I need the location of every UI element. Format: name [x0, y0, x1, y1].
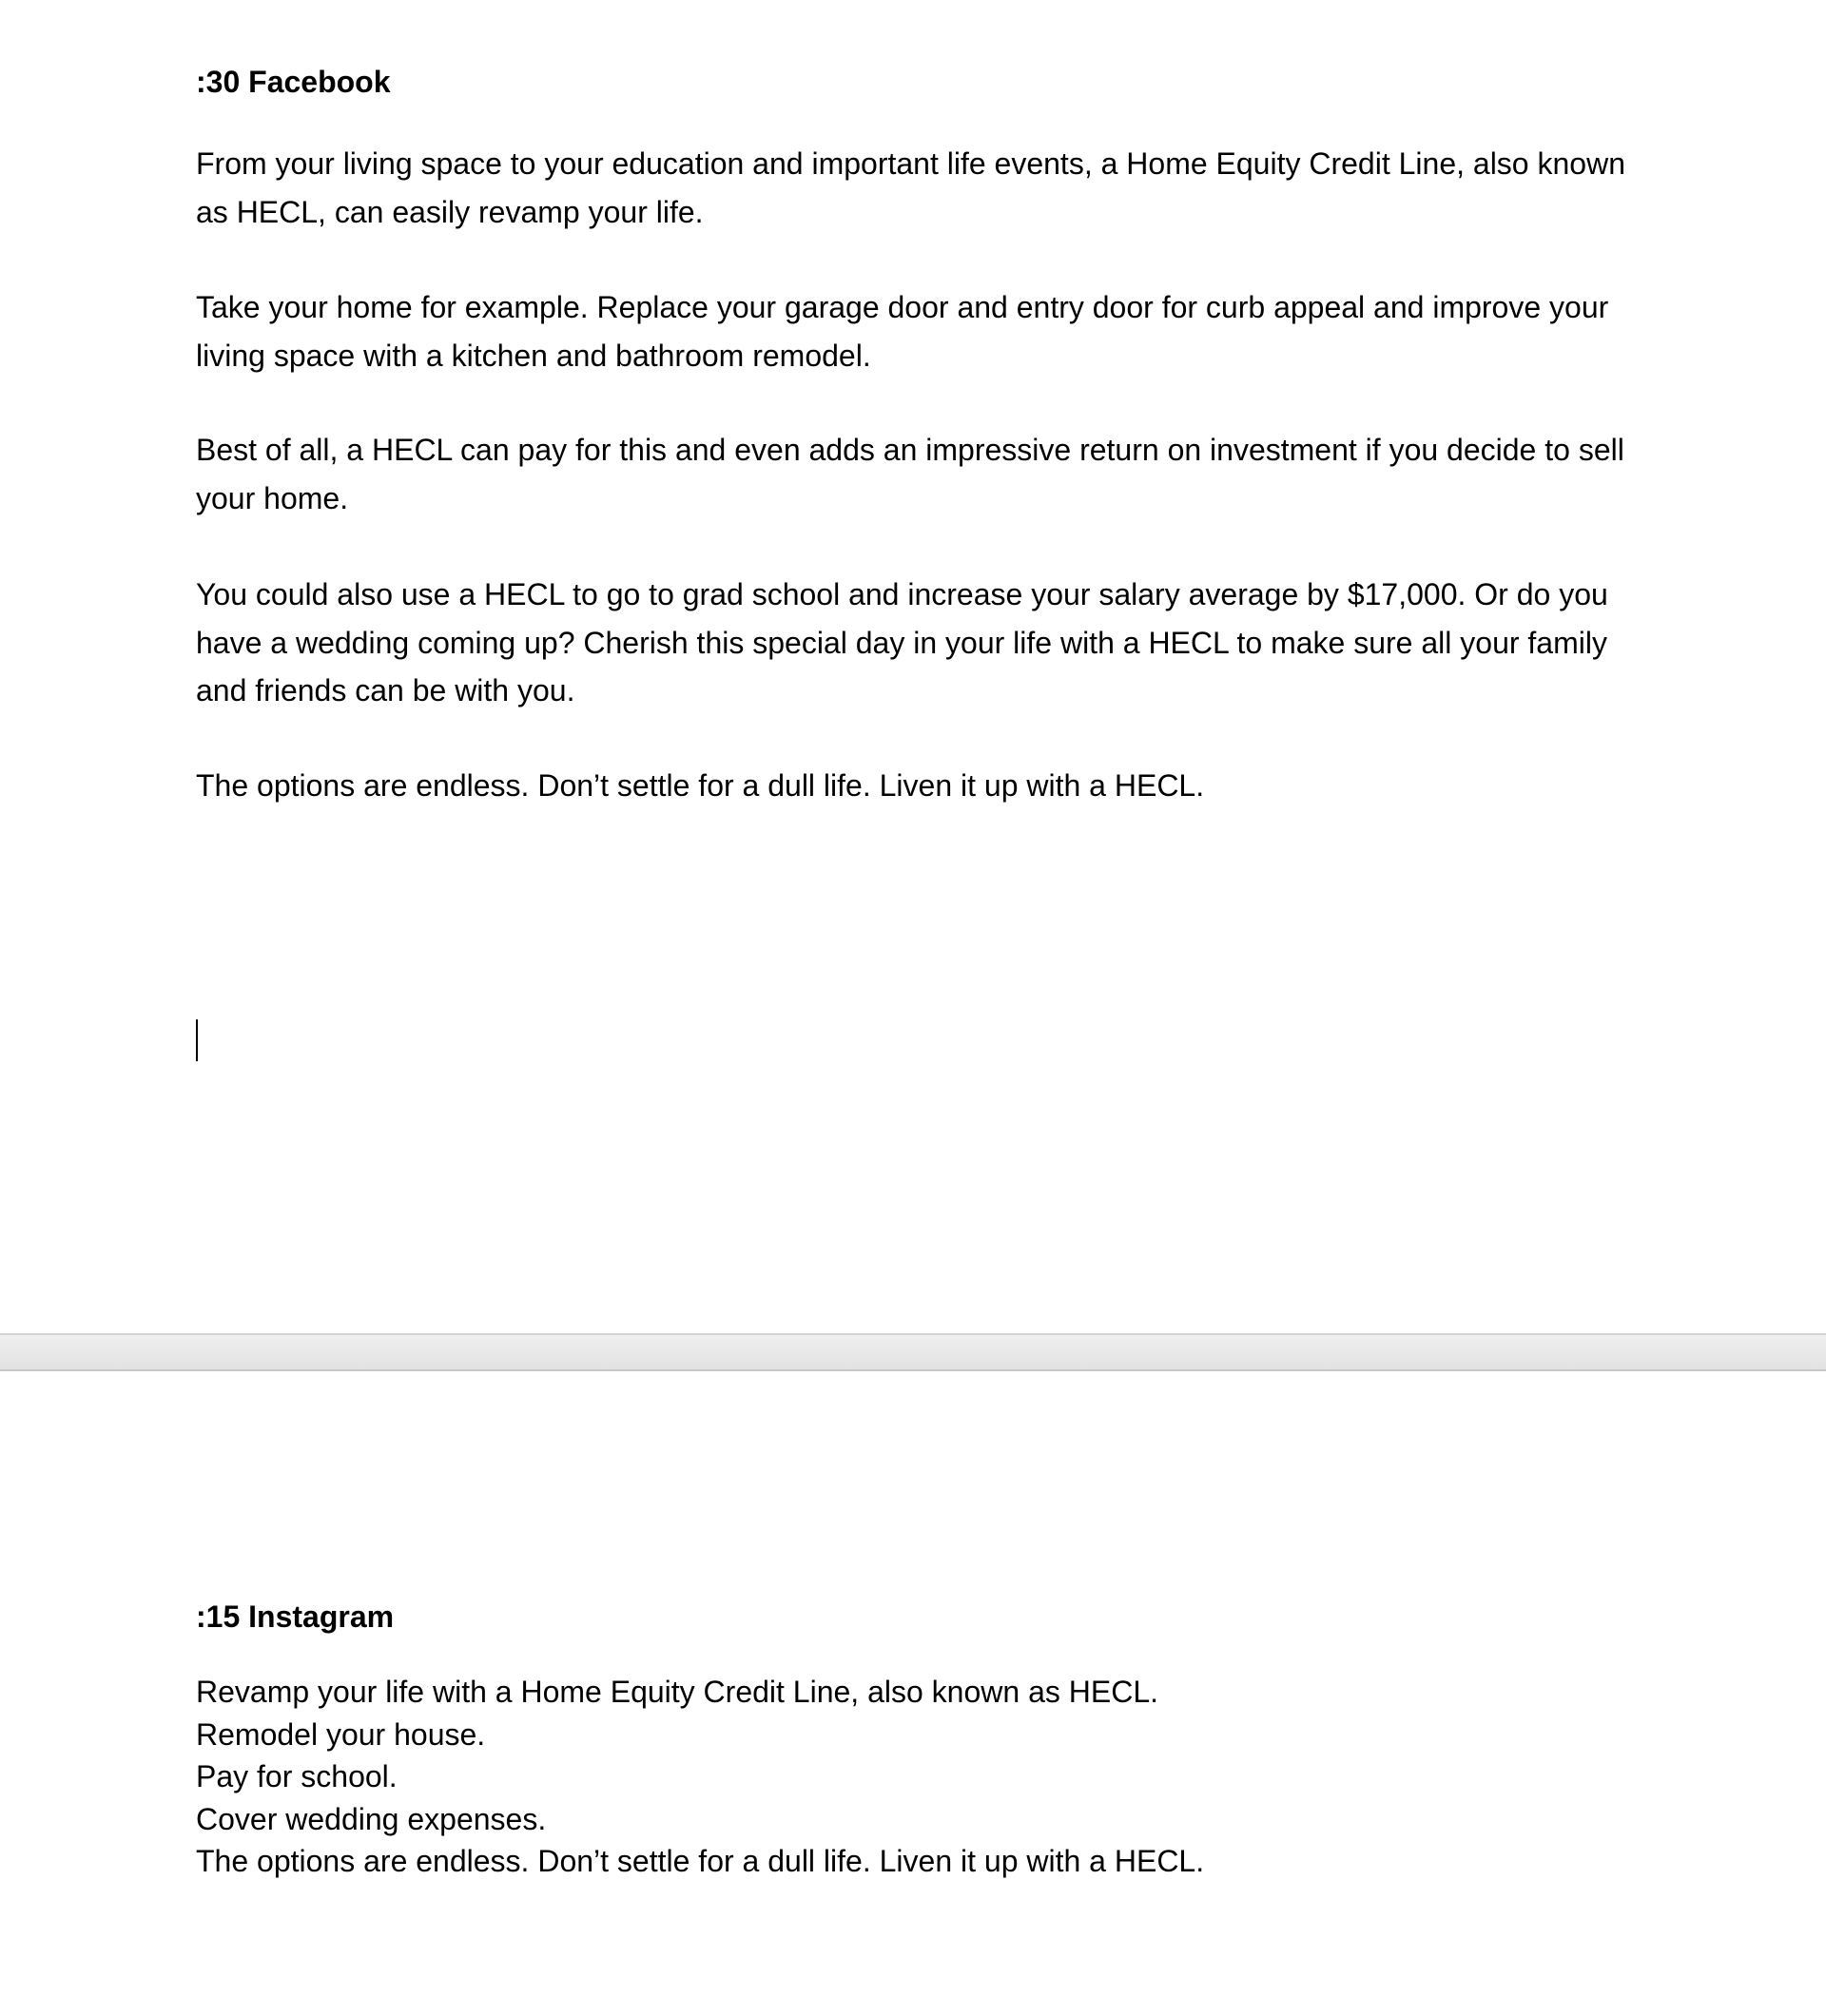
facebook-paragraph-home[interactable]: Take your home for example. Replace your garage door and entry door for curb appeal and improve your living space with a kitchen and bathroom remodel.	[196, 290, 1609, 373]
page-break-separator	[0, 1333, 1826, 1371]
facebook-paragraph-intro[interactable]: From your living space to your education and important life events, a Home Equity Credit Line, also known as HECL, can easily revamp your life.	[196, 146, 1625, 229]
instagram-line[interactable]: Pay for school.	[196, 1759, 398, 1793]
text-cursor	[196, 1019, 198, 1061]
instagram-line[interactable]: The options are endless. Don’t settle for a dull life. Liven it up with a HECL.	[196, 1844, 1205, 1878]
instagram-script-lines	[196, 1671, 1641, 1883]
facebook-script-heading: :30 Facebook	[196, 65, 391, 99]
facebook-paragraph-school-wedding[interactable]: You could also use a HECL to go to grad school and increase your salary average by $17,000. Or do you have a wedding coming up? Cherish this special day in your life with a HECL to make sure all your family and friends can be with you.	[196, 577, 1608, 708]
facebook-paragraph-roi[interactable]: Best of all, a HECL can pay for this and even adds an impressive return on investment if you decide to sell your home.	[196, 433, 1624, 515]
facebook-paragraph-closing[interactable]: The options are endless. Don’t settle for a dull life. Liven it up with a HECL.	[196, 768, 1205, 803]
instagram-script-heading: :15 Instagram	[196, 1599, 395, 1634]
instagram-line[interactable]: Remodel your house.	[196, 1716, 486, 1752]
instagram-line[interactable]: Cover wedding expenses.	[196, 1801, 547, 1836]
instagram-line[interactable]: Revamp your life with a Home Equity Credit Line, also known as HECL.	[196, 1675, 1158, 1709]
